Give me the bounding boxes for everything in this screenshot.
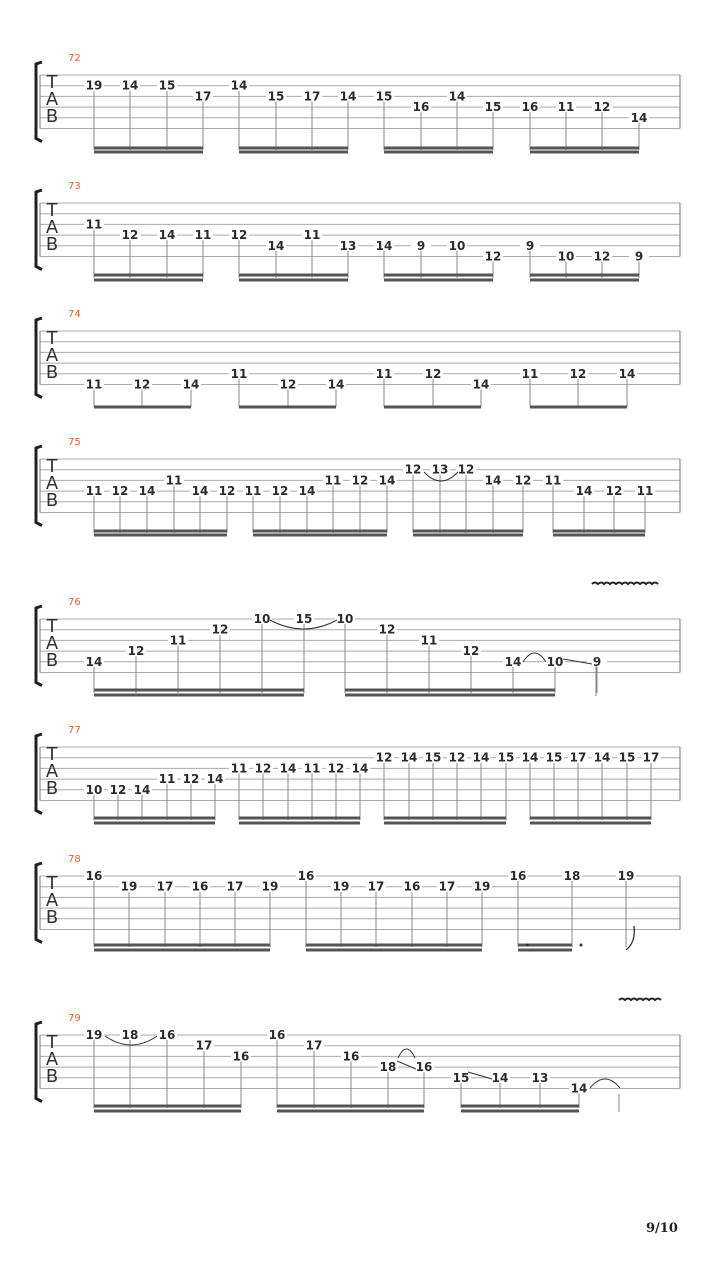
beam xyxy=(518,949,572,952)
measure-number: 74 xyxy=(68,309,81,320)
beam xyxy=(461,1105,579,1108)
fret-number: 11 xyxy=(230,761,248,776)
beam xyxy=(94,949,270,952)
fret-number: 12 xyxy=(133,377,151,392)
fret-number: 14 xyxy=(133,782,151,797)
beam xyxy=(345,689,555,692)
beam xyxy=(94,147,203,150)
beam xyxy=(239,279,348,282)
fret-number: 13 xyxy=(431,462,449,477)
fret-number: 17 xyxy=(305,1038,323,1053)
tab-system xyxy=(36,725,680,825)
fret-number: 12 xyxy=(457,462,475,477)
beam xyxy=(94,694,304,697)
fret-number: 16 xyxy=(158,1028,176,1042)
tab-clef-letter: T xyxy=(46,616,58,637)
tab-clef-letter: A xyxy=(45,890,59,911)
fret-number: 10 xyxy=(253,612,271,626)
beam xyxy=(413,534,523,537)
fret-number: 12 xyxy=(211,622,229,637)
beam xyxy=(94,530,227,533)
tab-clef-letter: A xyxy=(45,761,59,782)
beam xyxy=(384,817,506,820)
fret-number: 14 xyxy=(339,89,357,104)
fret-number: 11 xyxy=(158,772,176,787)
fret-number: 12 xyxy=(378,622,396,637)
beam xyxy=(530,279,639,282)
fret-number: 11 xyxy=(303,761,321,776)
vibrato-mark xyxy=(592,583,658,585)
fret-number: 12 xyxy=(230,228,248,243)
fret-number: 13 xyxy=(531,1070,549,1085)
tab-clef-letter: B xyxy=(45,362,59,383)
beam xyxy=(345,694,555,697)
fret-number: 19 xyxy=(617,869,635,883)
fret-number: 14 xyxy=(158,228,176,243)
fret-number: 10 xyxy=(546,654,564,669)
fret-number: 14 xyxy=(472,377,490,392)
beam xyxy=(530,817,651,820)
fret-number: 16 xyxy=(415,1060,433,1075)
fret-number: 14 xyxy=(375,238,393,253)
fret-number: 16 xyxy=(268,1028,286,1042)
fret-number: 14 xyxy=(448,89,466,104)
beam xyxy=(413,530,523,533)
fret-number: 12 xyxy=(279,377,297,392)
tab-system xyxy=(36,854,680,952)
beam xyxy=(239,151,348,154)
tab-system xyxy=(36,1013,680,1113)
fret-number: 12 xyxy=(127,644,145,659)
tab-clef-letter: T xyxy=(46,744,58,765)
tab-clef-letter: T xyxy=(46,200,58,221)
system-bracket xyxy=(36,190,42,270)
beam xyxy=(384,274,493,277)
fret-number: 10 xyxy=(336,612,354,626)
fret-number: 19 xyxy=(120,879,138,894)
beam xyxy=(530,406,627,409)
tab-clef-letter: B xyxy=(45,490,59,511)
beam xyxy=(530,151,639,154)
beam xyxy=(94,1105,241,1108)
fret-number: 11 xyxy=(169,633,187,648)
system-bracket xyxy=(36,734,42,814)
fret-number: 18 xyxy=(379,1060,397,1075)
fret-number: 16 xyxy=(85,869,103,883)
measure-number: 76 xyxy=(68,597,81,608)
tie-arc xyxy=(523,653,546,662)
beam xyxy=(530,147,639,150)
staccato-dot xyxy=(526,944,529,947)
slide-line xyxy=(397,1061,416,1069)
fret-number: 14 xyxy=(618,366,636,381)
fret-number: 14 xyxy=(279,761,297,776)
tab-clef-letter: A xyxy=(45,1049,59,1070)
fret-number: 11 xyxy=(85,377,103,392)
fret-number: 11 xyxy=(521,366,539,381)
fret-number: 14 xyxy=(521,750,539,765)
fret-number: 14 xyxy=(182,377,200,392)
fret-number: 12 xyxy=(218,484,236,499)
fret-number: 12 xyxy=(484,249,502,264)
fret-number: 14 xyxy=(575,484,593,499)
tab-clef-letter: T xyxy=(46,456,58,477)
beam xyxy=(306,949,482,952)
fret-number: 16 xyxy=(509,869,527,883)
tab-clef-letter: A xyxy=(45,633,59,654)
beam xyxy=(94,1110,241,1113)
fret-number: 12 xyxy=(111,484,129,499)
fret-number: 17 xyxy=(195,1038,213,1053)
fret-number: 11 xyxy=(85,484,103,499)
fret-number: 14 xyxy=(121,78,139,93)
measure-number: 79 xyxy=(68,1013,81,1024)
fret-number: 11 xyxy=(557,100,575,115)
fret-number: 17 xyxy=(226,879,244,894)
tab-system xyxy=(36,53,680,154)
fret-number: 15 xyxy=(295,612,313,626)
measure-number: 73 xyxy=(68,181,81,192)
system-bracket xyxy=(36,446,42,526)
fret-number: 16 xyxy=(403,879,421,894)
fret-number: 12 xyxy=(351,473,369,488)
fret-number: 16 xyxy=(521,100,539,115)
page-number: 9/10 xyxy=(646,1221,678,1236)
fret-number: 15 xyxy=(424,750,442,765)
tab-clef-letter: A xyxy=(45,345,59,366)
tab-clef-letter: A xyxy=(45,217,59,238)
fret-number: 17 xyxy=(569,750,587,765)
system-bracket xyxy=(36,318,42,398)
fret-number: 15 xyxy=(484,100,502,115)
fret-number: 11 xyxy=(420,633,438,648)
beam xyxy=(94,534,227,537)
fret-number: 17 xyxy=(367,879,385,894)
beam xyxy=(384,406,481,409)
tab-clef-letter: B xyxy=(45,650,59,671)
fret-number: 11 xyxy=(324,473,342,488)
fret-number: 18 xyxy=(563,869,581,883)
fret-number: 9 xyxy=(416,238,426,253)
fret-number: 11 xyxy=(636,484,654,499)
measure-number: 72 xyxy=(68,53,81,64)
fret-number: 12 xyxy=(375,750,393,765)
fret-number: 19 xyxy=(332,879,350,894)
beam xyxy=(530,274,639,277)
tab-system xyxy=(36,437,680,537)
fret-number: 12 xyxy=(593,249,611,264)
fret-number: 14 xyxy=(191,484,209,499)
fret-number: 15 xyxy=(452,1070,470,1085)
fret-number: 9 xyxy=(592,654,602,669)
fret-number: 12 xyxy=(182,772,200,787)
fret-number: 10 xyxy=(448,238,466,253)
fret-number: 11 xyxy=(85,217,103,232)
tab-clef-letter: B xyxy=(45,1066,59,1087)
fret-number: 15 xyxy=(497,750,515,765)
measure-number: 78 xyxy=(68,854,81,865)
beam xyxy=(384,822,506,825)
fret-number: 9 xyxy=(634,249,644,264)
tab-clef-letter: T xyxy=(46,873,58,894)
beam xyxy=(239,274,348,277)
beam xyxy=(553,534,645,537)
measure-number: 75 xyxy=(68,437,81,448)
beam xyxy=(461,1110,579,1113)
tab-system xyxy=(36,181,680,282)
fret-number: 9 xyxy=(525,238,535,253)
beam xyxy=(277,1110,424,1113)
fret-number: 14 xyxy=(504,654,522,669)
fret-number: 16 xyxy=(412,100,430,115)
fret-number: 19 xyxy=(85,78,103,93)
fret-number: 17 xyxy=(642,750,660,765)
fret-number: 19 xyxy=(261,879,279,894)
fret-number: 11 xyxy=(303,228,321,243)
beam xyxy=(239,406,336,409)
fret-number: 14 xyxy=(484,473,502,488)
fret-number: 12 xyxy=(109,782,127,797)
beam xyxy=(384,147,493,150)
fret-number: 16 xyxy=(297,869,315,883)
fret-number: 19 xyxy=(473,879,491,894)
fret-number: 14 xyxy=(351,761,369,776)
fret-number: 14 xyxy=(472,750,490,765)
beam xyxy=(94,689,304,692)
beam xyxy=(239,817,360,820)
fret-number: 16 xyxy=(342,1049,360,1064)
tab-clef-letter: A xyxy=(45,89,59,110)
staccato-dot xyxy=(580,944,583,947)
fret-number: 17 xyxy=(438,879,456,894)
tab-clef-letter: B xyxy=(45,907,59,928)
fret-number: 14 xyxy=(400,750,418,765)
system-bracket xyxy=(36,1022,42,1102)
fret-number: 12 xyxy=(605,484,623,499)
fret-number: 11 xyxy=(544,473,562,488)
fret-number: 17 xyxy=(303,89,321,104)
fret-number: 16 xyxy=(191,879,209,894)
beam xyxy=(253,530,387,533)
fret-number: 14 xyxy=(267,238,285,253)
fret-number: 15 xyxy=(618,750,636,765)
fret-number: 11 xyxy=(244,484,262,499)
fret-number: 16 xyxy=(232,1049,250,1064)
fret-number: 10 xyxy=(85,782,103,797)
fret-number: 11 xyxy=(230,366,248,381)
tab-clef-letter: T xyxy=(46,1032,58,1053)
measure-number: 77 xyxy=(68,725,81,736)
beam xyxy=(253,534,387,537)
fret-number: 12 xyxy=(327,761,345,776)
fret-number: 19 xyxy=(85,1028,103,1042)
fret-number: 11 xyxy=(194,228,212,243)
fret-number: 14 xyxy=(570,1081,588,1096)
fret-number: 14 xyxy=(593,750,611,765)
beam xyxy=(306,944,482,947)
tab-clef-letter: T xyxy=(46,72,58,93)
vibrato-mark xyxy=(619,999,661,1001)
fret-number: 15 xyxy=(375,89,393,104)
system-bracket xyxy=(36,863,42,943)
fret-number: 17 xyxy=(156,879,174,894)
tab-clef-letter: A xyxy=(45,473,59,494)
beam xyxy=(277,1105,424,1108)
beam xyxy=(384,279,493,282)
fret-number: 15 xyxy=(267,89,285,104)
beam xyxy=(94,406,191,409)
beam xyxy=(239,822,360,825)
tab-clef-letter: B xyxy=(45,234,59,255)
fret-number: 14 xyxy=(327,377,345,392)
fret-number: 12 xyxy=(514,473,532,488)
fret-number: 14 xyxy=(630,110,648,125)
tab-clef-letter: T xyxy=(46,328,58,349)
beam xyxy=(553,530,645,533)
fret-number: 17 xyxy=(194,89,212,104)
fret-number: 12 xyxy=(448,750,466,765)
fret-number: 14 xyxy=(298,484,316,499)
tie-arc xyxy=(590,1079,620,1088)
fret-number: 12 xyxy=(424,366,442,381)
fret-number: 14 xyxy=(206,772,224,787)
fret-number: 12 xyxy=(569,366,587,381)
system-bracket xyxy=(36,62,42,142)
fret-number: 12 xyxy=(404,462,422,477)
tab-system xyxy=(36,597,680,697)
beam xyxy=(94,274,203,277)
tab-clef-letter: B xyxy=(45,778,59,799)
fret-number: 11 xyxy=(165,473,183,488)
beam xyxy=(94,151,203,154)
fret-number: 12 xyxy=(121,228,139,243)
beam xyxy=(94,822,215,825)
fret-number: 14 xyxy=(138,484,156,499)
tab-clef-letter: B xyxy=(45,106,59,127)
fret-number: 10 xyxy=(557,249,575,264)
beam xyxy=(94,817,215,820)
beam xyxy=(530,822,651,825)
fret-number: 15 xyxy=(545,750,563,765)
beam xyxy=(239,147,348,150)
fret-number: 14 xyxy=(230,78,248,93)
beam xyxy=(94,944,270,947)
fret-number: 14 xyxy=(491,1070,509,1085)
fret-number: 12 xyxy=(462,644,480,659)
fret-number: 12 xyxy=(593,100,611,115)
fret-number: 11 xyxy=(375,366,393,381)
fret-number: 14 xyxy=(378,473,396,488)
fret-number: 18 xyxy=(121,1028,139,1042)
tab-system xyxy=(36,309,680,409)
fret-number: 13 xyxy=(339,238,357,253)
beam xyxy=(384,151,493,154)
fret-number: 12 xyxy=(254,761,272,776)
fret-number: 15 xyxy=(158,78,176,93)
fret-number: 14 xyxy=(85,654,103,669)
fret-number: 12 xyxy=(271,484,289,499)
beam xyxy=(94,279,203,282)
system-bracket xyxy=(36,606,42,686)
